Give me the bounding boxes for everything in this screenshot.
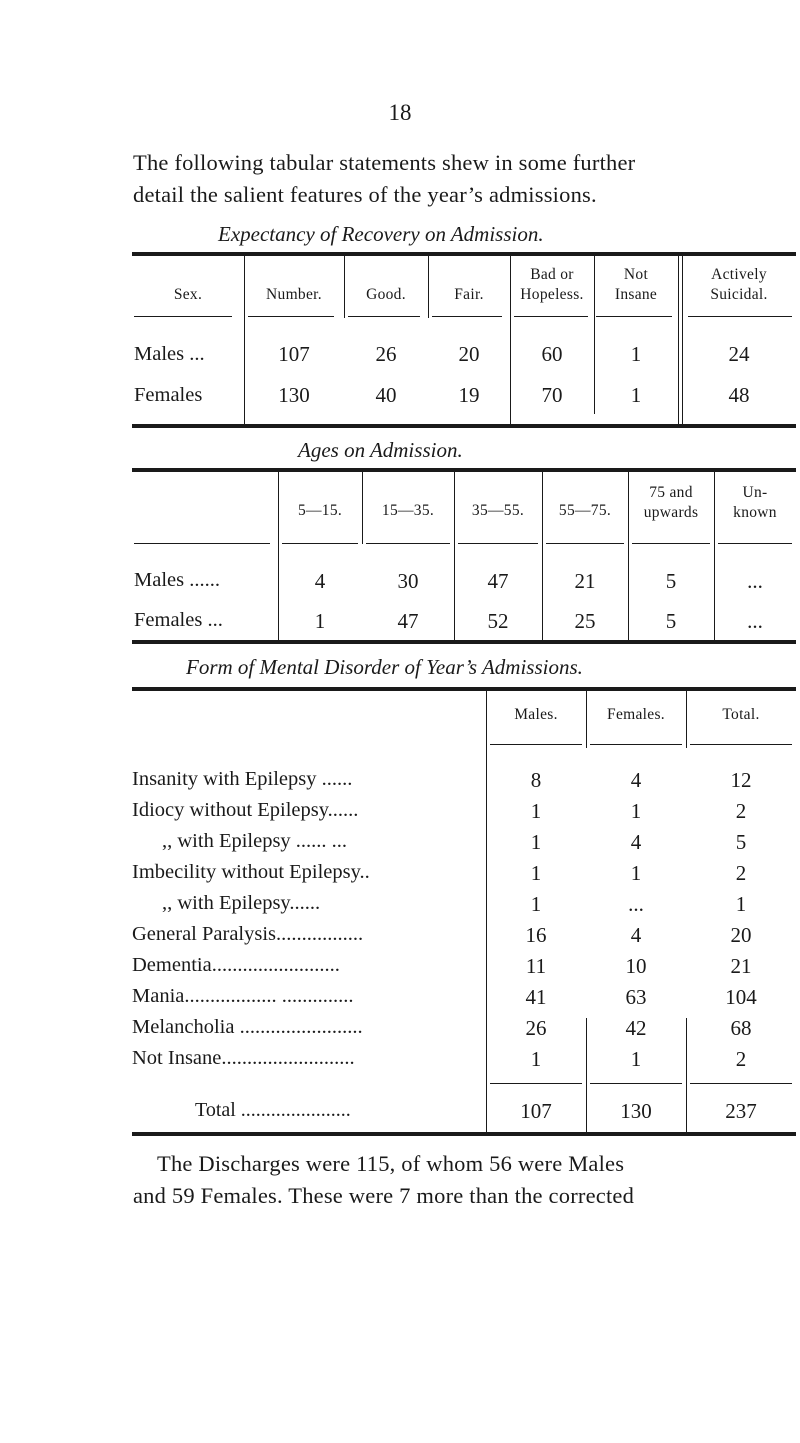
disorder-cell: 8: [530, 768, 542, 792]
recovery-top-rule: [132, 252, 796, 256]
disorder-row-label: Insanity with Epilepsy ......: [132, 768, 353, 790]
disorder-cell: 10: [625, 954, 647, 978]
ages-cell: 47: [487, 569, 509, 593]
disorder-cell: 1: [735, 892, 747, 916]
disorder-cell: 4: [630, 768, 642, 792]
disorder-row-label: Mania.................. ..............: [132, 985, 354, 1007]
disorder-caption: Form of Mental Disorder of Year’s Admissions.: [186, 655, 583, 679]
ages-header-underline: [546, 543, 624, 544]
ages-header: 15—35.: [381, 502, 435, 519]
ages-column-rule: [362, 472, 363, 544]
recovery-cell: 130: [278, 383, 310, 407]
recovery-header-suicidal-2: Suicidal.: [710, 286, 768, 303]
closing-paragraph: [133, 1148, 783, 1212]
recovery-row-label: Males ...: [134, 343, 205, 365]
disorder-header-males: Males.: [514, 706, 558, 723]
disorder-cell: 2: [735, 799, 747, 823]
disorder-cell: 1: [530, 799, 542, 823]
recovery-cell: 20: [458, 342, 480, 366]
recovery-cell: 40: [375, 383, 397, 407]
recovery-cell: 24: [728, 342, 750, 366]
recovery-cell: 26: [375, 342, 397, 366]
disorder-row-label: Imbecility without Epilepsy..: [132, 861, 370, 883]
disorder-total-rule: [590, 1083, 682, 1084]
ages-header-underline: [366, 543, 450, 544]
ages-header-underline: [718, 543, 792, 544]
disorder-row-label: Idiocy without Epilepsy......: [132, 799, 359, 821]
disorder-cell: ...: [628, 892, 644, 916]
disorder-row-label: Not Insane..........................: [132, 1047, 355, 1069]
ages-header: Un-: [742, 484, 768, 501]
ages-header-underline: [282, 543, 358, 544]
disorder-cell: 4: [630, 830, 642, 854]
recovery-header-underline: [596, 316, 672, 317]
disorder-header-underline: [690, 744, 792, 745]
disorder-cell: 1: [630, 1047, 642, 1071]
recovery-header-bad-2: Hopeless.: [520, 286, 584, 303]
ages-cell: ...: [747, 609, 763, 633]
disorder-header-females: Females.: [607, 706, 665, 723]
ages-header-underline: [632, 543, 710, 544]
disorder-cell: 5: [735, 830, 747, 854]
disorder-total-cell: 237: [725, 1099, 757, 1123]
recovery-column-rule: [344, 256, 345, 318]
disorder-header-total: Total.: [722, 706, 760, 723]
disorder-total-rule: [690, 1083, 792, 1084]
recovery-header-underline: [134, 316, 232, 317]
ages-top-rule: [132, 468, 796, 472]
disorder-column-rule: [586, 690, 587, 748]
disorder-cell: 11: [525, 954, 547, 978]
disorder-cell: 63: [625, 985, 647, 1009]
disorder-cell: 2: [735, 861, 747, 885]
ages-cell: 1: [314, 609, 326, 633]
recovery-cell: 70: [541, 383, 563, 407]
disorder-total-cell: 130: [620, 1099, 652, 1123]
recovery-row-label: Females: [134, 384, 203, 406]
recovery-header-bad-1: Bad or: [530, 266, 574, 283]
disorder-cell: 1: [530, 892, 542, 916]
disorder-cell: 1: [630, 799, 642, 823]
ages-header: 75 and: [649, 484, 693, 501]
ages-cell: 47: [397, 609, 419, 633]
recovery-header-underline: [432, 316, 502, 317]
recovery-header-notinsane-1: Not: [623, 266, 649, 283]
disorder-row-label: ,, with Epilepsy ...... ...: [162, 830, 348, 852]
disorder-cell: 1: [530, 1047, 542, 1071]
disorder-cell: 1: [530, 861, 542, 885]
ages-cell: 52: [487, 609, 509, 633]
ages-header-underline: [458, 543, 538, 544]
ages-header: upwards: [643, 504, 699, 521]
disorder-cell: 68: [730, 1016, 752, 1040]
disorder-cell: 26: [525, 1016, 547, 1040]
disorder-cell: 4: [630, 923, 642, 947]
recovery-caption: Expectancy of Recovery on Admission.: [218, 222, 544, 246]
disorder-row-label: General Paralysis.................: [132, 923, 364, 945]
ages-cell: 30: [397, 569, 419, 593]
recovery-column-rule: [678, 256, 679, 424]
intro-line-1: The following tabular statements shew in some further: [133, 150, 636, 175]
disorder-total-label: Total ......................: [195, 1099, 351, 1121]
disorder-cell: 1: [530, 830, 542, 854]
disorder-column-rule: [686, 690, 687, 748]
disorder-header-underline: [590, 744, 682, 745]
disorder-top-rule: [132, 687, 796, 691]
recovery-cell: 107: [278, 342, 310, 366]
ages-cell: ...: [747, 569, 763, 593]
ages-row-label: Males ......: [134, 569, 220, 591]
recovery-header-underline: [514, 316, 588, 317]
ages-header-underline: [134, 543, 270, 544]
disorder-cell: 16: [525, 923, 547, 947]
recovery-cell: 1: [630, 342, 642, 366]
ages-cell: 5: [665, 609, 677, 633]
recovery-bottom-rule: [132, 424, 796, 428]
recovery-header-good: Good.: [366, 286, 406, 303]
ages-cell: 21: [574, 569, 596, 593]
intro-paragraph: [133, 147, 783, 211]
disorder-total-rule: [490, 1083, 582, 1084]
recovery-cell: 48: [728, 383, 750, 407]
recovery-column-rule: [428, 256, 429, 318]
ages-caption: Ages on Admission.: [298, 438, 463, 462]
ages-header: 35—55.: [471, 502, 525, 519]
recovery-header-underline: [248, 316, 334, 317]
recovery-header-fair: Fair.: [454, 286, 484, 303]
recovery-header-underline: [348, 316, 420, 317]
disorder-cell: 104: [725, 985, 757, 1009]
disorder-cell: 21: [730, 954, 752, 978]
disorder-total-cell: 107: [520, 1099, 552, 1123]
ages-cell: 25: [574, 609, 596, 633]
disorder-cell: 42: [625, 1016, 647, 1040]
disorder-row-label: Dementia.........................: [132, 954, 340, 976]
ages-header: 5—15.: [297, 502, 343, 519]
closing-line-1: The Discharges were 115, of whom 56 were Males: [157, 1151, 625, 1176]
disorder-row-label: Melancholia ........................: [132, 1016, 363, 1038]
disorder-cell: 1: [630, 861, 642, 885]
disorder-cell: 20: [730, 923, 752, 947]
ages-bottom-rule: [132, 640, 796, 644]
intro-line-2: detail the salient features of the year’s admissions.: [133, 182, 597, 207]
recovery-header-suicidal-1: Actively: [711, 266, 767, 283]
disorder-bottom-rule: [132, 1132, 796, 1136]
recovery-cell: 19: [458, 383, 480, 407]
page-number: 18: [388, 100, 412, 125]
ages-cell: 5: [665, 569, 677, 593]
ages-header: known: [733, 504, 777, 521]
recovery-header-underline: [688, 316, 792, 317]
ages-row-label: Females ...: [134, 609, 223, 631]
recovery-header-notinsane-2: Insane: [614, 286, 658, 303]
disorder-cell: 12: [730, 768, 752, 792]
recovery-cell: 60: [541, 342, 563, 366]
disorder-row-label: ,, with Epilepsy......: [162, 892, 321, 914]
recovery-header-sex: Sex.: [173, 286, 203, 303]
disorder-header-underline: [490, 744, 582, 745]
closing-line-2: and 59 Females. These were 7 more than the corrected: [133, 1183, 635, 1208]
disorder-cell: 2: [735, 1047, 747, 1071]
disorder-cell: 41: [525, 985, 547, 1009]
recovery-header-number: Number.: [266, 286, 322, 303]
ages-header: 55—75.: [558, 502, 612, 519]
recovery-cell: 1: [630, 383, 642, 407]
ages-cell: 4: [314, 569, 326, 593]
